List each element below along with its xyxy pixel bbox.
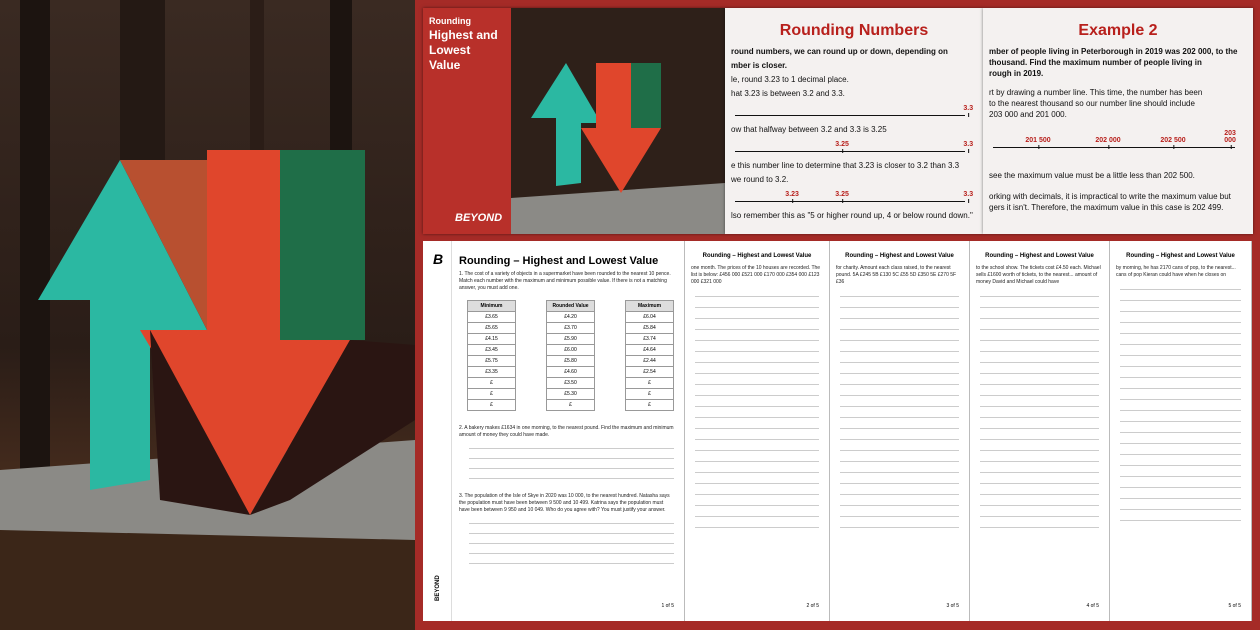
answer-line bbox=[1120, 466, 1241, 477]
answer-line bbox=[980, 308, 1099, 319]
page-text: one month. The prices of the 10 houses are recorded. The list is below: £456 000 £521 000 £170 000 £354 000 £123 000 £321 000 bbox=[691, 265, 821, 285]
table-cell: £ bbox=[626, 378, 674, 389]
worksheet-page-4 bbox=[970, 241, 1110, 621]
answer-line bbox=[1120, 510, 1241, 521]
rounding-numbers-slide bbox=[725, 8, 983, 234]
table-cell: £5.90 bbox=[547, 334, 595, 345]
sculpture-photo bbox=[0, 0, 415, 630]
slide-text: we round to 3.2. bbox=[731, 175, 789, 184]
slide-text: e this number line to determine that 3.23 is closer to 3.2 than 3.3 bbox=[731, 161, 960, 170]
answer-line bbox=[1120, 477, 1241, 488]
table-cell: £ bbox=[547, 400, 595, 411]
answer-line bbox=[840, 484, 959, 495]
answer-line bbox=[840, 407, 959, 418]
slide-text: mber is closer. bbox=[731, 61, 788, 70]
table-cell: £3.50 bbox=[547, 378, 595, 389]
page-number: 2 of 5 bbox=[806, 603, 819, 609]
answer-line bbox=[840, 385, 959, 396]
answer-line bbox=[1120, 290, 1241, 301]
answer-line bbox=[840, 352, 959, 363]
answer-line bbox=[840, 418, 959, 429]
answer-line bbox=[840, 495, 959, 506]
beyond-b-logo: B bbox=[433, 251, 444, 267]
answer-line bbox=[1120, 279, 1241, 290]
table-cell: £4.20 bbox=[547, 312, 595, 323]
tick-label: 3.3 bbox=[963, 105, 973, 116]
answer-line bbox=[980, 473, 1099, 484]
slide-text: thousand. Find the maximum number of people living in bbox=[989, 58, 1202, 67]
worksheet-page-2 bbox=[685, 241, 830, 621]
answer-line bbox=[695, 451, 819, 462]
answer-line bbox=[980, 506, 1099, 517]
tick-label: 203 000 bbox=[1224, 130, 1237, 148]
tick-label: 202 500 bbox=[1160, 137, 1185, 148]
answer-line bbox=[840, 286, 959, 297]
slide-text: le, round 3.23 to 1 decimal place. bbox=[731, 75, 849, 84]
answer-line bbox=[695, 484, 819, 495]
table-cell: £6.04 bbox=[626, 312, 674, 323]
tick-label: 3.3 bbox=[963, 191, 973, 202]
table-cell: £ bbox=[626, 389, 674, 400]
answer-line bbox=[840, 374, 959, 385]
table-cell: £3.65 bbox=[468, 312, 516, 323]
worksheet-title: Rounding – Highest and Lowest Value bbox=[459, 255, 659, 267]
answer-line bbox=[840, 429, 959, 440]
slide-text: mber of people living in Peterborough in 2019 was 202 000, to the bbox=[989, 47, 1238, 56]
slide-text: lso remember this as "5 or higher round up, 4 or below round down." bbox=[731, 211, 973, 220]
answer-line bbox=[840, 363, 959, 374]
answer-line bbox=[980, 297, 1099, 308]
answer-line bbox=[980, 286, 1099, 297]
answer-line bbox=[840, 341, 959, 352]
brand-label: BEYOND bbox=[435, 575, 441, 601]
table-cell: £4.64 bbox=[626, 345, 674, 356]
answer-line bbox=[840, 308, 959, 319]
answer-line bbox=[695, 517, 819, 528]
answer-line bbox=[695, 473, 819, 484]
page-text: to the school show. The tickets cost £4.50 each. Michael sells £1600 worth of tickets, to the nearest... amount of money David and Michael could have bbox=[976, 265, 1101, 285]
slide-photo bbox=[511, 8, 725, 234]
answer-line bbox=[980, 440, 1099, 451]
answer-line bbox=[695, 385, 819, 396]
page-header: Rounding – Highest and Lowest Value bbox=[985, 253, 1094, 259]
answer-line bbox=[840, 319, 959, 330]
example-2-slide bbox=[983, 8, 1253, 234]
answer-line bbox=[1120, 301, 1241, 312]
answer-line bbox=[695, 462, 819, 473]
answer-line bbox=[840, 462, 959, 473]
answer-line bbox=[695, 506, 819, 517]
answer-line bbox=[695, 286, 819, 297]
answer-line bbox=[840, 396, 959, 407]
tick-label: 3.25 bbox=[835, 191, 849, 202]
answer-line bbox=[840, 517, 959, 528]
table-cell: £3.35 bbox=[468, 367, 516, 378]
answer-line bbox=[980, 418, 1099, 429]
table-cell: £ bbox=[468, 378, 516, 389]
table-cell: £3.70 bbox=[547, 323, 595, 334]
answer-line bbox=[980, 330, 1099, 341]
answer-line bbox=[1120, 378, 1241, 389]
question-2: 2. A bakery makes £1634 in one morning, to the nearest pound. Find the maximum and minimum amount of money they could have made. bbox=[459, 425, 674, 438]
page-header: Rounding – Highest and Lowest Value bbox=[1126, 253, 1235, 259]
beyond-logo: BEYOND bbox=[455, 212, 503, 224]
answer-line bbox=[840, 330, 959, 341]
slide-kicker: Rounding bbox=[429, 16, 471, 26]
table-cell: £2.54 bbox=[626, 367, 674, 378]
slide-heading: Rounding Numbers bbox=[779, 22, 929, 39]
answer-line bbox=[1120, 411, 1241, 422]
table-cell: £5.65 bbox=[468, 323, 516, 334]
answer-line bbox=[695, 352, 819, 363]
minimum-table bbox=[467, 300, 516, 411]
title-slide bbox=[423, 8, 725, 234]
answer-line bbox=[980, 385, 1099, 396]
answer-line bbox=[695, 308, 819, 319]
answer-line bbox=[695, 418, 819, 429]
answer-line bbox=[1120, 455, 1241, 466]
answer-line bbox=[840, 440, 959, 451]
answer-line bbox=[980, 319, 1099, 330]
worksheet-page-5 bbox=[1110, 241, 1252, 621]
slide-heading: Example 2 bbox=[1078, 22, 1158, 39]
slide-text: orking with decimals, it is impractical to write the maximum value but bbox=[989, 192, 1231, 201]
worksheet-page-1 bbox=[423, 241, 685, 621]
answer-line bbox=[980, 517, 1099, 528]
answer-line bbox=[980, 363, 1099, 374]
table-cell: £5.84 bbox=[626, 323, 674, 334]
answer-line bbox=[1120, 499, 1241, 510]
answer-line bbox=[980, 352, 1099, 363]
answer-line bbox=[980, 374, 1099, 385]
answer-line bbox=[1120, 367, 1241, 378]
tick-label: 3.23 bbox=[785, 191, 799, 202]
question-1: 1. The cost of a variety of objects in a supermarket have been rounded to the nearest 10 pence. Match each number with the maximum and minimum possible value. If there is not a matching answer, you must add one. bbox=[459, 271, 671, 291]
answer-line bbox=[1120, 488, 1241, 499]
answer-line bbox=[1120, 389, 1241, 400]
page-header: Rounding – Highest and Lowest Value bbox=[845, 253, 954, 259]
answer-line bbox=[1120, 323, 1241, 334]
answer-line bbox=[980, 462, 1099, 473]
slide-title: Highest and Lowest Value bbox=[429, 28, 498, 72]
table-cell: £5.75 bbox=[468, 356, 516, 367]
table-cell: £3.74 bbox=[626, 334, 674, 345]
number-line bbox=[735, 138, 973, 156]
worksheet-page-3 bbox=[830, 241, 970, 621]
maximum-table bbox=[625, 300, 674, 411]
slide-text: see the maximum value must be a little less than 202 500. bbox=[989, 171, 1195, 180]
tick-label: 3.25 bbox=[835, 141, 849, 152]
answer-line bbox=[980, 484, 1099, 495]
answer-line bbox=[980, 429, 1099, 440]
question-3: 3. The population of the Isle of Skye in 2020 was 10 000, to the nearest hundred. Natasha says the population must have been between 9 500 and 10 499. Katrina says the population must have been between 9 950 and 10 049. Who do you agree with? You must justify your answer. bbox=[459, 493, 670, 513]
answer-line bbox=[695, 297, 819, 308]
answer-line bbox=[695, 440, 819, 451]
slide-text: ow that halfway between 3.2 and 3.3 is 3.25 bbox=[731, 125, 887, 134]
answer-line bbox=[1120, 345, 1241, 356]
answer-line bbox=[695, 363, 819, 374]
table-header: Minimum bbox=[468, 301, 516, 312]
title-slide-sidebar bbox=[423, 8, 511, 234]
tick-label: 202 000 bbox=[1095, 137, 1120, 148]
answer-line bbox=[1120, 433, 1241, 444]
number-line bbox=[735, 102, 973, 120]
answer-line bbox=[840, 451, 959, 462]
number-line bbox=[735, 188, 973, 206]
matching-tables bbox=[467, 300, 674, 411]
answer-line bbox=[1120, 422, 1241, 433]
answer-line bbox=[695, 407, 819, 418]
answer-line bbox=[695, 319, 819, 330]
answer-line bbox=[980, 495, 1099, 506]
answer-line bbox=[695, 495, 819, 506]
table-header: Maximum bbox=[626, 301, 674, 312]
answer-line bbox=[1120, 444, 1241, 455]
table-cell: £ bbox=[626, 400, 674, 411]
page-number: 1 of 5 bbox=[661, 603, 674, 609]
slide-text: rough in 2019. bbox=[989, 69, 1044, 78]
answer-line bbox=[695, 429, 819, 440]
table-cell: £4.60 bbox=[547, 367, 595, 378]
tick-label: 3.3 bbox=[963, 141, 973, 152]
answer-line bbox=[840, 297, 959, 308]
arrow-sculpture-illustration bbox=[0, 0, 415, 630]
table-cell: £ bbox=[468, 400, 516, 411]
table-cell: £6.00 bbox=[547, 345, 595, 356]
answer-line bbox=[980, 451, 1099, 462]
answer-line bbox=[980, 396, 1099, 407]
slide-text: gers it isn't. Therefore, the maximum value in this case is 202 499. bbox=[989, 203, 1224, 212]
answer-line bbox=[840, 473, 959, 484]
table-cell: £2.44 bbox=[626, 356, 674, 367]
slide-text: rt by drawing a number line. This time, the number has been bbox=[989, 88, 1203, 97]
slide-text: to the nearest thousand so our number line should include bbox=[989, 99, 1195, 108]
table-cell: £4.15 bbox=[468, 334, 516, 345]
answer-line bbox=[1120, 356, 1241, 367]
page-number: 5 of 5 bbox=[1228, 603, 1241, 609]
table-cell: £ bbox=[468, 389, 516, 400]
answer-line bbox=[1120, 400, 1241, 411]
answer-line bbox=[695, 330, 819, 341]
number-line bbox=[993, 130, 1243, 152]
rounded-table bbox=[546, 300, 595, 411]
page-text: for charity. Amount each class raised, to the nearest pound. 5A £245 5B £130 5C £55 5D £350 5E £270 5F £36 bbox=[836, 265, 957, 285]
answer-line bbox=[695, 374, 819, 385]
slide-text: 203 000 and 201 000. bbox=[989, 110, 1067, 119]
answer-line bbox=[1120, 312, 1241, 323]
answer-line bbox=[840, 506, 959, 517]
answer-line bbox=[1120, 334, 1241, 345]
slide-text: hat 3.23 is between 3.2 and 3.3. bbox=[731, 89, 845, 98]
table-cell: £5.30 bbox=[547, 389, 595, 400]
answer-line bbox=[695, 396, 819, 407]
page-number: 3 of 5 bbox=[946, 603, 959, 609]
page-text: by morning, he has 2170 cans of pop, to the nearest... cans of pop Kieran could have when he closes on bbox=[1116, 265, 1236, 278]
table-cell: £5.80 bbox=[547, 356, 595, 367]
table-header: Rounded Value bbox=[547, 301, 595, 312]
answer-line bbox=[980, 407, 1099, 418]
slide-text: round numbers, we can round up or down, depending on bbox=[731, 47, 948, 56]
table-cell: £3.45 bbox=[468, 345, 516, 356]
answer-line bbox=[980, 341, 1099, 352]
page-header: Rounding – Highest and Lowest Value bbox=[702, 253, 812, 259]
page-number: 4 of 5 bbox=[1086, 603, 1099, 609]
tick-label: 201 500 bbox=[1025, 137, 1050, 148]
answer-line bbox=[695, 341, 819, 352]
